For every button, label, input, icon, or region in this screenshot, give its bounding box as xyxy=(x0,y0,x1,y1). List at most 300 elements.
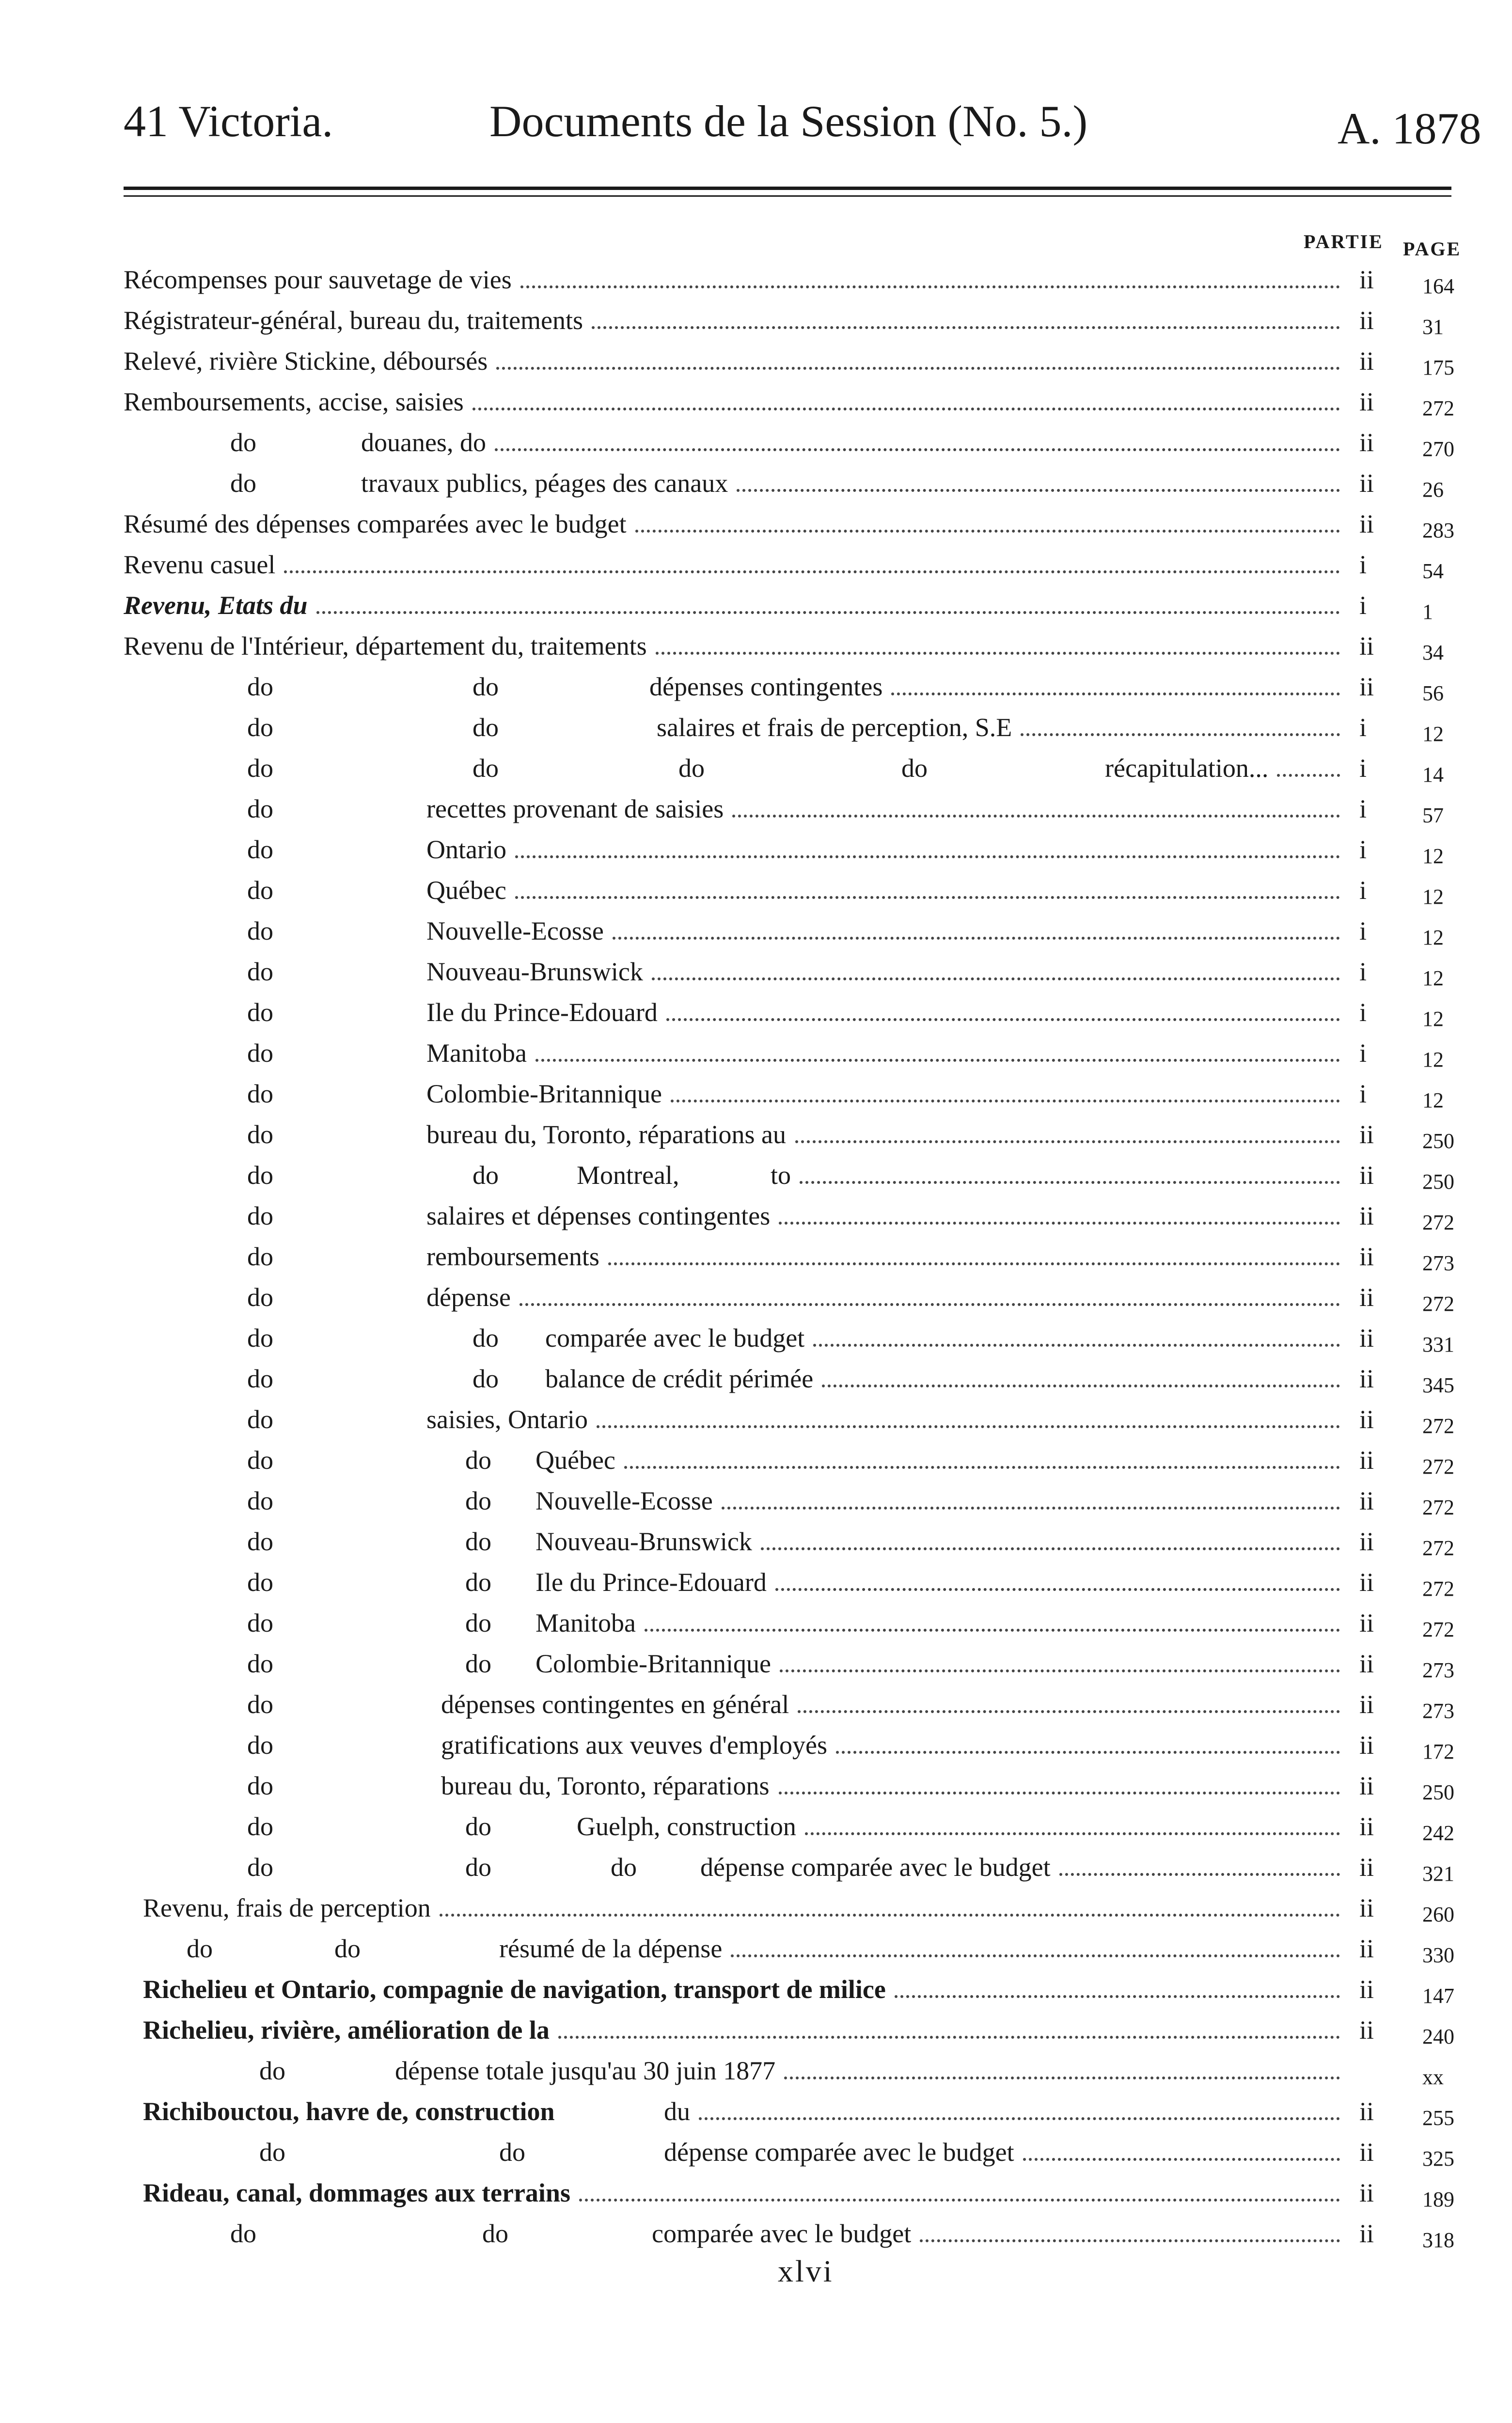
dot-leader xyxy=(836,1751,1340,1754)
entry-heading: do xyxy=(247,672,273,701)
dot-leader xyxy=(731,1954,1340,1957)
entry-heading: do xyxy=(247,1201,273,1230)
entry-heading: do xyxy=(247,957,273,986)
entry-page: 26 xyxy=(1422,478,1444,502)
entry-heading: do xyxy=(247,1079,273,1108)
index-entry xyxy=(0,1073,1512,1114)
entry-subheading: Ile du Prince-Edouard xyxy=(536,1568,767,1597)
entry-subheading: do xyxy=(472,1161,499,1190)
entry-heading: do xyxy=(247,1527,273,1556)
entry-partie: ii xyxy=(1359,1446,1374,1475)
index-entry xyxy=(0,381,1512,422)
entry-subheading: comparée avec le budget xyxy=(652,2219,912,2248)
entry-heading: Richibouctou, havre de, construction xyxy=(143,2097,555,2126)
index-entry xyxy=(0,2213,1512,2254)
dot-leader xyxy=(891,692,1340,695)
dot-leader xyxy=(737,489,1340,492)
entry-page: 12 xyxy=(1422,722,1444,746)
index-entry xyxy=(0,788,1512,829)
entry-page: 331 xyxy=(1422,1333,1454,1356)
dot-leader xyxy=(472,408,1340,410)
entry-heading: do xyxy=(247,1731,273,1760)
entry-subheading: to xyxy=(771,1161,791,1190)
entry-page: 255 xyxy=(1422,2106,1454,2130)
entry-partie: i xyxy=(1359,998,1367,1027)
entry-heading: Remboursements, accise, saisies xyxy=(124,387,464,416)
entry-page: 175 xyxy=(1422,356,1454,379)
entry-partie: ii xyxy=(1359,1975,1374,2004)
dot-leader xyxy=(608,1262,1340,1265)
index-entry xyxy=(0,1725,1512,1765)
dot-leader xyxy=(1277,774,1340,777)
entry-heading: do xyxy=(247,1242,273,1271)
entry-partie: ii xyxy=(1359,306,1374,335)
entry-heading: do xyxy=(230,428,256,457)
entry-heading: do xyxy=(247,916,273,945)
entry-subheading: Guelph, construction xyxy=(577,1812,796,1841)
entry-partie: i xyxy=(1359,957,1367,986)
dot-leader xyxy=(800,1181,1340,1184)
entry-subheading: Manitoba xyxy=(536,1608,636,1637)
dot-leader xyxy=(1021,733,1340,736)
entry-page: 250 xyxy=(1422,1170,1454,1194)
entry-subheading: dépense totale jusqu'au 30 juin 1877 xyxy=(395,2056,776,2085)
index-entry xyxy=(0,1521,1512,1562)
entry-page: 260 xyxy=(1422,1903,1454,1926)
entry-heading: Revenu de l'Intérieur, département du, traitements xyxy=(124,631,647,661)
entry-heading: Régistrateur-général, bureau du, traitements xyxy=(124,306,583,335)
entry-partie: ii xyxy=(1359,2219,1374,2248)
dot-leader xyxy=(805,1832,1340,1835)
entry-page: 250 xyxy=(1422,1780,1454,1804)
header-volume: 41 Victoria. xyxy=(124,96,333,146)
entry-subheading: salaires et dépenses contingentes xyxy=(426,1201,771,1230)
index-entry xyxy=(0,1277,1512,1318)
dot-leader xyxy=(520,1303,1340,1306)
entry-subheading: Nouvelle-Ecosse xyxy=(536,1486,713,1515)
dot-leader xyxy=(656,652,1340,655)
index-entry xyxy=(0,1155,1512,1196)
entry-page: 250 xyxy=(1422,1129,1454,1153)
dot-leader xyxy=(813,1344,1340,1347)
dot-leader xyxy=(613,937,1340,940)
entry-subheading: Nouvelle-Ecosse xyxy=(426,916,604,945)
entry-heading: do xyxy=(247,1568,273,1597)
dot-leader xyxy=(895,1995,1340,1998)
entry-partie: i xyxy=(1359,794,1367,823)
entry-partie: ii xyxy=(1359,1527,1374,1556)
entry-heading: Revenu, Etats du xyxy=(124,591,308,620)
entry-subheading: do xyxy=(465,1853,491,1882)
entry-subheading: dépense comparée avec le budget xyxy=(700,1853,1051,1882)
entry-heading: do xyxy=(247,876,273,905)
index-entry xyxy=(0,1765,1512,1806)
index-entry xyxy=(0,707,1512,748)
index-entry xyxy=(0,422,1512,463)
entry-heading: do xyxy=(247,1771,273,1800)
entry-page: 14 xyxy=(1422,763,1444,787)
dot-leader xyxy=(784,2077,1340,2079)
entry-subheading: dépense xyxy=(426,1283,511,1312)
entry-page: 12 xyxy=(1422,966,1444,990)
entry-partie: ii xyxy=(1359,1323,1374,1353)
entry-partie: ii xyxy=(1359,265,1374,294)
entry-page: 273 xyxy=(1422,1658,1454,1682)
dot-leader xyxy=(558,2036,1340,2039)
entry-subheading: dépenses contingentes xyxy=(649,672,883,701)
entry-subheading: do xyxy=(482,2219,508,2248)
entry-heading: do xyxy=(247,1283,273,1312)
entry-subheading: balance de crédit périmée xyxy=(545,1364,814,1393)
index-entry xyxy=(0,1684,1512,1725)
entry-partie: i xyxy=(1359,591,1367,620)
entry-subheading: saisies, Ontario xyxy=(426,1405,588,1434)
entry-subheading: Ontario xyxy=(426,835,506,864)
entry-page: 12 xyxy=(1422,885,1444,909)
index-entry xyxy=(0,1318,1512,1358)
entry-subheading: travaux publics, péages des canaux xyxy=(361,469,728,498)
entry-subheading: Québec xyxy=(426,876,506,905)
entry-subheading: Colombie-Britannique xyxy=(426,1079,662,1108)
entry-partie: ii xyxy=(1359,1486,1374,1515)
entry-partie: ii xyxy=(1359,1405,1374,1434)
entry-page: 272 xyxy=(1422,1455,1454,1479)
entry-heading: do xyxy=(247,1161,273,1190)
index-entry xyxy=(0,341,1512,381)
index-entry xyxy=(0,870,1512,911)
dot-leader xyxy=(732,815,1340,818)
entry-partie: i xyxy=(1359,550,1367,579)
dot-leader xyxy=(597,1425,1340,1428)
index-entry xyxy=(0,951,1512,992)
entry-page: 12 xyxy=(1422,1088,1444,1112)
entry-partie: ii xyxy=(1359,1690,1374,1719)
entry-subheading: do xyxy=(465,1527,491,1556)
entry-partie: i xyxy=(1359,876,1367,905)
entry-subheading: bureau du, Toronto, réparations au xyxy=(426,1120,786,1149)
entry-partie: ii xyxy=(1359,428,1374,457)
entry-partie: ii xyxy=(1359,1731,1374,1760)
dot-leader xyxy=(1023,2158,1340,2161)
entry-subheading: do xyxy=(334,1934,361,1963)
entry-subheading: do xyxy=(472,672,499,701)
entry-page: 272 xyxy=(1422,1414,1454,1438)
entry-partie: ii xyxy=(1359,1649,1374,1678)
entry-partie: i xyxy=(1359,1038,1367,1068)
dot-leader xyxy=(775,1588,1340,1591)
entry-heading: Richelieu, rivière, amélioration de la xyxy=(143,2015,550,2045)
index-entry xyxy=(0,1603,1512,1643)
entry-partie: ii xyxy=(1359,346,1374,376)
entry-heading: do xyxy=(247,1405,273,1434)
entry-partie: i xyxy=(1359,835,1367,864)
entry-partie: ii xyxy=(1359,1934,1374,1963)
entry-partie: ii xyxy=(1359,1893,1374,1922)
entry-heading: Revenu casuel xyxy=(124,550,276,579)
dot-leader xyxy=(795,1140,1340,1143)
entry-heading: do xyxy=(247,1608,273,1637)
index-entry xyxy=(0,992,1512,1033)
entry-page: 57 xyxy=(1422,803,1444,827)
entry-heading: do xyxy=(247,713,273,742)
index-entry xyxy=(0,626,1512,666)
header-year: A. 1878 xyxy=(1338,104,1481,153)
entry-heading: do xyxy=(247,1364,273,1393)
entry-subheading: do xyxy=(499,2138,525,2167)
entry-subheading: Nouveau-Brunswick xyxy=(426,957,643,986)
entry-subheading: do xyxy=(472,1364,499,1393)
entry-page: 242 xyxy=(1422,1821,1454,1845)
entry-heading: do xyxy=(259,2056,285,2085)
entry-heading: do xyxy=(247,794,273,823)
entry-heading: do xyxy=(230,469,256,498)
index-entry xyxy=(0,1847,1512,1888)
entry-subheading: Montreal, xyxy=(577,1161,679,1190)
entry-subheading: do xyxy=(472,1323,499,1353)
entry-page: 240 xyxy=(1422,2025,1454,2048)
entry-heading: Relevé, rivière Stickine, déboursés xyxy=(124,346,488,376)
index-entry xyxy=(0,1033,1512,1073)
dot-leader xyxy=(780,1669,1340,1672)
entry-subheading: do xyxy=(465,1486,491,1515)
entry-subheading: do xyxy=(611,1853,637,1882)
entry-partie: ii xyxy=(1359,2138,1374,2167)
entry-page: 283 xyxy=(1422,519,1454,542)
entry-partie: ii xyxy=(1359,1201,1374,1230)
dot-leader xyxy=(579,2199,1340,2202)
entry-page: 330 xyxy=(1422,1943,1454,1967)
entry-page: 325 xyxy=(1422,2147,1454,2171)
entry-partie: ii xyxy=(1359,1568,1374,1597)
index-entry xyxy=(0,1480,1512,1521)
entry-partie: ii xyxy=(1359,1853,1374,1882)
entry-subheading: remboursements xyxy=(426,1242,599,1271)
entry-subheading: Nouveau-Brunswick xyxy=(536,1527,752,1556)
entry-partie: ii xyxy=(1359,469,1374,498)
dot-leader xyxy=(592,326,1340,329)
index-entry xyxy=(0,666,1512,707)
entry-heading: do xyxy=(247,1323,273,1353)
entry-page: 272 xyxy=(1422,1211,1454,1234)
entry-heading: do xyxy=(247,1853,273,1882)
dot-leader xyxy=(722,1507,1340,1510)
index-entry xyxy=(0,1643,1512,1684)
entry-partie: ii xyxy=(1359,672,1374,701)
entry-page: 56 xyxy=(1422,681,1444,705)
index-entry xyxy=(0,1399,1512,1440)
dot-leader xyxy=(316,611,1340,614)
entry-heading: do xyxy=(230,2219,256,2248)
entry-page: 270 xyxy=(1422,437,1454,461)
entry-heading: do xyxy=(187,1934,213,1963)
entry-page: 272 xyxy=(1422,1292,1454,1316)
entry-subheading: du xyxy=(664,2097,690,2126)
header-rule-thin xyxy=(124,195,1451,197)
dot-leader xyxy=(496,367,1340,370)
entry-page: 272 xyxy=(1422,1536,1454,1560)
entry-partie: ii xyxy=(1359,1771,1374,1800)
entry-heading: Richelieu et Ontario, compagnie de navigation, transport de milice xyxy=(143,1975,886,2004)
entry-page: 272 xyxy=(1422,1618,1454,1641)
dot-leader xyxy=(635,530,1340,533)
entry-subheading: do xyxy=(472,713,499,742)
entry-subheading: Québec xyxy=(536,1446,615,1475)
entry-page: 147 xyxy=(1422,1984,1454,2008)
entry-subheading: dépense comparée avec le budget xyxy=(664,2138,1014,2167)
index-entry xyxy=(0,2050,1512,2091)
entry-heading: do xyxy=(247,1690,273,1719)
entry-subheading: Colombie-Britannique xyxy=(536,1649,771,1678)
entry-page: 12 xyxy=(1422,844,1444,868)
entry-subheading: do xyxy=(678,754,705,783)
entry-partie: ii xyxy=(1359,509,1374,538)
entry-partie: ii xyxy=(1359,1608,1374,1637)
entry-partie: ii xyxy=(1359,1364,1374,1393)
index-entry xyxy=(0,2010,1512,2050)
entry-subheading: bureau du, Toronto, réparations xyxy=(441,1771,770,1800)
dot-leader xyxy=(779,1222,1340,1225)
entry-partie: ii xyxy=(1359,1161,1374,1190)
entry-page: 345 xyxy=(1422,1373,1454,1397)
index-entry xyxy=(0,1114,1512,1155)
page-number-footer: xlvi xyxy=(778,2254,834,2288)
dot-leader xyxy=(761,1547,1340,1550)
entry-heading: Revenu, frais de perception xyxy=(143,1893,431,1922)
entry-partie: i xyxy=(1359,1079,1367,1108)
entry-subheading: do xyxy=(465,1608,491,1637)
entry-partie: ii xyxy=(1359,2097,1374,2126)
dot-leader xyxy=(520,285,1340,288)
entry-heading: do xyxy=(247,1120,273,1149)
header-rule-thick xyxy=(124,187,1451,190)
entry-subheading: comparée avec le budget xyxy=(545,1323,805,1353)
entry-subheading: récapitulation... xyxy=(1105,754,1269,783)
index-entry xyxy=(0,463,1512,503)
entry-page: 12 xyxy=(1422,1048,1444,1071)
entry-heading: Résumé des dépenses comparées avec le budget xyxy=(124,509,627,538)
entry-page: 12 xyxy=(1422,926,1444,949)
index-entry xyxy=(0,1562,1512,1603)
entry-partie: ii xyxy=(1359,1812,1374,1841)
entry-page: 1 xyxy=(1422,600,1433,624)
entry-heading: do xyxy=(247,998,273,1027)
index-entry xyxy=(0,1236,1512,1277)
entry-partie: ii xyxy=(1359,1120,1374,1149)
entry-subheading: do xyxy=(465,1568,491,1597)
entry-subheading: recettes provenant de saisies xyxy=(426,794,724,823)
index-entry xyxy=(0,300,1512,341)
entry-heading: do xyxy=(247,754,273,783)
dot-leader xyxy=(652,977,1340,980)
entry-heading: do xyxy=(247,1649,273,1678)
entry-partie: ii xyxy=(1359,2015,1374,2045)
entry-subheading: do xyxy=(901,754,928,783)
index-entry xyxy=(0,259,1512,300)
entry-heading: Récompenses pour sauvetage de vies xyxy=(124,265,512,294)
index-entry xyxy=(0,1969,1512,2010)
entry-subheading: do xyxy=(465,1446,491,1475)
entry-partie: ii xyxy=(1359,1283,1374,1312)
entry-heading: do xyxy=(247,1812,273,1841)
dot-leader xyxy=(495,448,1340,451)
entry-heading: do xyxy=(247,1446,273,1475)
entry-subheading: Manitoba xyxy=(426,1038,527,1068)
entry-page: 189 xyxy=(1422,2187,1454,2211)
index-entry xyxy=(0,1196,1512,1236)
index-entry xyxy=(0,503,1512,544)
entry-page: 54 xyxy=(1422,559,1444,583)
dot-leader xyxy=(822,1385,1340,1387)
dot-leader xyxy=(920,2239,1340,2242)
entry-page: 273 xyxy=(1422,1699,1454,1723)
entry-subheading: Ile du Prince-Edouard xyxy=(426,998,658,1027)
index-entry xyxy=(0,1440,1512,1480)
entry-page: 318 xyxy=(1422,2228,1454,2252)
index-entry xyxy=(0,544,1512,585)
entry-subheading: do xyxy=(472,754,499,783)
index-entry xyxy=(0,829,1512,870)
entry-heading: do xyxy=(247,835,273,864)
dot-leader xyxy=(798,1710,1340,1713)
dot-leader xyxy=(1059,1873,1340,1876)
entry-partie: ii xyxy=(1359,2178,1374,2207)
column-header-page: PAGE xyxy=(1403,238,1462,260)
entry-partie: ii xyxy=(1359,631,1374,661)
index-entry xyxy=(0,1806,1512,1847)
entry-subheading: do xyxy=(465,1649,491,1678)
index-entry xyxy=(0,1928,1512,1969)
dot-leader xyxy=(671,1100,1340,1102)
dot-leader xyxy=(515,896,1340,899)
index-entry xyxy=(0,2172,1512,2213)
entry-partie: i xyxy=(1359,916,1367,945)
entry-heading: do xyxy=(247,1486,273,1515)
entry-subheading: do xyxy=(465,1812,491,1841)
index-entry xyxy=(0,1888,1512,1928)
entry-heading: do xyxy=(259,2138,285,2167)
entry-page: 321 xyxy=(1422,1862,1454,1886)
entry-page: xx xyxy=(1422,2065,1444,2089)
dot-leader xyxy=(284,570,1340,573)
entry-partie: ii xyxy=(1359,1242,1374,1271)
dot-leader xyxy=(515,855,1340,858)
entry-page: 272 xyxy=(1422,1495,1454,1519)
index-entry xyxy=(0,911,1512,951)
index-entry xyxy=(0,2132,1512,2172)
column-header-partie: PARTIE xyxy=(1304,231,1384,252)
index-entry xyxy=(0,2091,1512,2132)
entry-page: 12 xyxy=(1422,1007,1444,1031)
entry-partie: ii xyxy=(1359,387,1374,416)
entry-partie: i xyxy=(1359,754,1367,783)
entry-subheading: salaires et frais de perception, S.E xyxy=(657,713,1012,742)
entry-page: 172 xyxy=(1422,1740,1454,1763)
header-title: Documents de la Session (No. 5.) xyxy=(489,96,1088,146)
index-entry xyxy=(0,748,1512,788)
dot-leader xyxy=(779,1792,1340,1794)
dot-leader xyxy=(624,1466,1340,1469)
entry-heading: do xyxy=(247,1038,273,1068)
entry-partie: i xyxy=(1359,713,1367,742)
entry-subheading: gratifications aux veuves d'employés xyxy=(441,1731,828,1760)
entry-page: 273 xyxy=(1422,1251,1454,1275)
dot-leader xyxy=(699,2117,1340,2120)
entry-page: 31 xyxy=(1422,315,1444,339)
entry-page: 164 xyxy=(1422,274,1454,298)
entry-page: 34 xyxy=(1422,641,1444,664)
dot-leader xyxy=(645,1629,1340,1632)
entry-heading: Rideau, canal, dommages aux terrains xyxy=(143,2178,570,2207)
